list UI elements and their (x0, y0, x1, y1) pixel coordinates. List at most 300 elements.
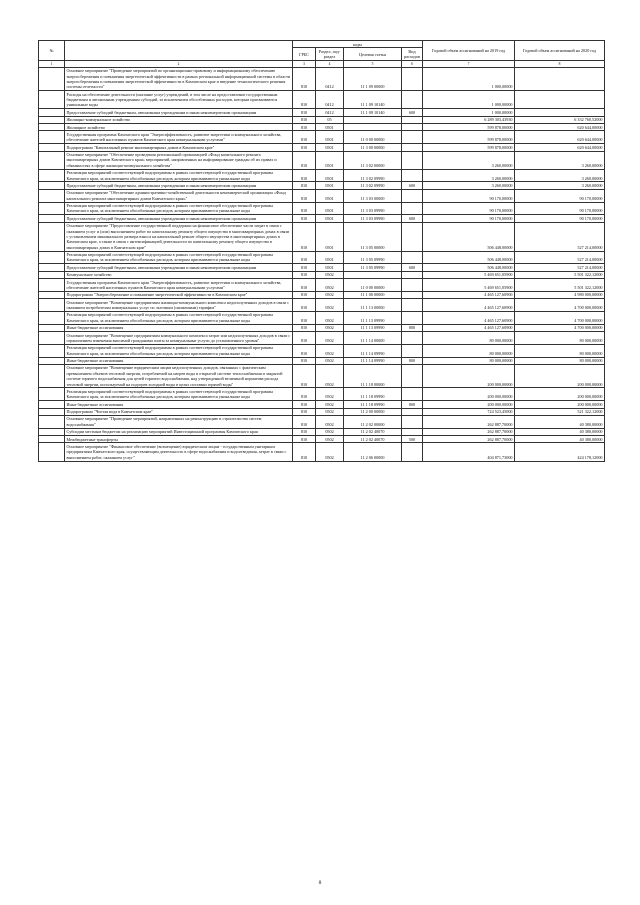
row-type-cell (402, 67, 423, 91)
row-2019-cell: 5 469 651,05900 (423, 271, 515, 278)
row-type-cell: 500 (402, 436, 423, 443)
row-num-cell (39, 222, 65, 251)
row-type-cell: 600 (402, 109, 423, 116)
row-num-cell (39, 357, 65, 364)
row-2020-cell: 40 380,00000 (515, 415, 605, 428)
row-type-cell (402, 311, 423, 324)
row-2020-cell: 527 214,00000 (515, 251, 605, 264)
row-grbs-cell: 810 (293, 169, 316, 182)
row-num-cell (39, 91, 65, 109)
row-name-cell: Государственная программа Камчатского края "Энергоэффективность, развитие энергетики и коммунального хозяйства, обеспечение жителей населенных пунктов Камчатского края коммунальными услугами" (65, 279, 293, 292)
row-grbs-cell: 810 (293, 67, 316, 91)
row-section-cell: 0501 (316, 222, 344, 251)
row-article-cell: 11 3 02 09990 (344, 169, 402, 182)
row-section-cell: 0502 (316, 299, 344, 312)
table-row (39, 91, 605, 109)
row-name-cell: Реализация мероприятий соответствующей подпрограммы в рамках соответствующей государственной программы Камчатского края, за исключением обособленных расходов, которым присваиваются уникальные коды (65, 251, 293, 264)
row-2019-cell: 200 000,00000 (423, 364, 515, 388)
row-grbs-cell: 810 (293, 222, 316, 251)
row-section-cell: 0502 (316, 357, 344, 364)
row-name-cell: Основное мероприятие "Возмещение предприятиям коммунального комплекса затрат или недополученных доходов в связи с ограничением изменения вносимой гражданами платы за коммунальные услуги до установленного уровня" (65, 332, 293, 345)
row-name-cell: Иные бюджетные ассигнования (65, 324, 293, 331)
row-2019-cell: 80 000,00000 (423, 357, 515, 364)
row-article-cell: 11 1 09 00000 (344, 67, 402, 91)
row-2019-cell: 3 260,00000 (423, 182, 515, 189)
row-num-cell (39, 408, 65, 415)
row-grbs-cell: 810 (293, 109, 316, 116)
row-2020-cell: 5 501 322,12000 (515, 279, 605, 292)
row-num-cell (39, 109, 65, 116)
table-row (39, 189, 605, 202)
row-2019-cell: 599 878,00000 (423, 124, 515, 131)
column-index-cell: 2 (65, 61, 293, 68)
row-2019-cell: 4 465 127,60900 (423, 291, 515, 298)
row-type-cell (402, 144, 423, 151)
row-section-cell: 0502 (316, 364, 344, 388)
table-row (39, 182, 605, 189)
row-2019-cell: 4 465 127,60900 (423, 324, 515, 331)
row-num-cell (39, 401, 65, 408)
row-2019-cell: 506 448,00000 (423, 222, 515, 251)
row-2020-cell: 4 700 000,00000 (515, 311, 605, 324)
row-section-cell: 0502 (316, 388, 344, 401)
row-num-cell (39, 388, 65, 401)
row-num-cell (39, 202, 65, 215)
table-row (39, 291, 605, 298)
row-2020-cell: 620 644,00000 (515, 124, 605, 131)
row-name-cell: Жилищно-коммунальное хозяйство (65, 116, 293, 123)
row-grbs-cell: 810 (293, 131, 316, 144)
table-header (39, 41, 605, 68)
row-section-cell: 0502 (316, 344, 344, 357)
row-article-cell: 11 0 00 00000 (344, 279, 402, 292)
table-row (39, 131, 605, 144)
page-number: 8 (318, 880, 322, 886)
row-grbs-cell: 810 (293, 364, 316, 388)
row-2020-cell (515, 109, 605, 116)
row-2020-cell (515, 91, 605, 109)
row-section-cell: 0412 (316, 91, 344, 109)
row-num-cell (39, 251, 65, 264)
row-grbs-cell: 810 (293, 182, 316, 189)
row-section-cell: 0502 (316, 332, 344, 345)
col-type-header: Вид расходов (402, 48, 423, 61)
row-section-cell: 0501 (316, 169, 344, 182)
row-2019-cell: 80 000,00000 (423, 344, 515, 357)
row-section-cell: 0502 (316, 279, 344, 292)
col-2019-header: Годовой объем ассигнований на 2019 год (423, 41, 515, 61)
row-num-cell (39, 311, 65, 324)
row-num-cell (39, 279, 65, 292)
row-2019-cell: 262 887,70000 (423, 415, 515, 428)
table-row (39, 124, 605, 131)
row-type-cell: 600 (402, 182, 423, 189)
row-2020-cell (515, 67, 605, 91)
row-article-cell: 11 2 02 00000 (344, 415, 402, 428)
row-section-cell: 0502 (316, 436, 344, 443)
row-article-cell: 11 1 18 09990 (344, 388, 402, 401)
row-num-cell (39, 299, 65, 312)
row-2020-cell: 200 000,00000 (515, 401, 605, 408)
table-row (39, 408, 605, 415)
row-type-cell: 800 (402, 401, 423, 408)
column-index-cell: 5 (344, 61, 402, 68)
table-row (39, 311, 605, 324)
row-article-cell (344, 116, 402, 123)
row-name-cell: Основное мероприятие "Проведение мероприятий, направленных на реконструкцию и строительство систем водоснабжения" (65, 415, 293, 428)
row-2019-cell: 90 170,00000 (423, 215, 515, 222)
row-2020-cell: 4 700 000,00000 (515, 324, 605, 331)
row-article-cell: 11 1 18 00000 (344, 364, 402, 388)
row-name-cell: Основное мероприятие "Обеспечение административно-хозяйственной деятельности некоммерческой организации «Фонд капитального ремонта многоквартирных домов Камчатского края»" (65, 189, 293, 202)
column-index-cell: 4 (316, 61, 344, 68)
row-grbs-cell: 810 (293, 332, 316, 345)
row-name-cell: Подпрограмма "Капитальный ремонт многоквартирных домов в Камчатском крае" (65, 144, 293, 151)
row-2019-cell: 1 000,00000 (423, 109, 515, 116)
row-section-cell: 0501 (316, 202, 344, 215)
row-type-cell (402, 415, 423, 428)
row-article-cell: 11 1 00 00000 (344, 291, 402, 298)
row-type-cell (402, 364, 423, 388)
row-type-cell (402, 408, 423, 415)
row-article-cell: 11 3 03 00000 (344, 189, 402, 202)
table-row (39, 443, 605, 461)
table-row (39, 144, 605, 151)
row-name-cell: Подпрограмма "Чистая вода в Камчатском крае" (65, 408, 293, 415)
row-name-cell: Реализация мероприятий соответствующей подпрограммы в рамках соответствующей государственной программы Камчатского края, за исключением обособленных расходов, которым присваиваются уникальные коды (65, 202, 293, 215)
row-type-cell: 600 (402, 215, 423, 222)
row-section-cell: 0501 (316, 189, 344, 202)
row-2019-cell: 200 000,00000 (423, 388, 515, 401)
table-row (39, 109, 605, 116)
row-num-cell (39, 264, 65, 271)
table-row (39, 357, 605, 364)
row-name-cell: Основное мероприятие "Возмещение юридическим лицам недополученных доходов, связанных с фактическим превышением объемов тепловой энергии, потребляемой на нагрев воды в открытой системе теплоснабжения и закрытой системе горячего водоснабжения для целей горячего водоснабжения, над утвержденной величиной норматива расхода тепловой энергии, используемой на подогрев холодной воды в целях поставки горячей воды" (65, 364, 293, 388)
row-2020-cell: 4 980 000,00000 (515, 291, 605, 298)
row-name-cell: Иные бюджетные ассигнования (65, 401, 293, 408)
row-section-cell: 0501 (316, 124, 344, 131)
row-article-cell: 11 3 00 00000 (344, 144, 402, 151)
row-section-cell: 0412 (316, 67, 344, 91)
col-num-header: № (39, 41, 65, 61)
row-2019-cell: 1 000,00000 (423, 67, 515, 91)
table-row (39, 324, 605, 331)
row-grbs-cell: 810 (293, 299, 316, 312)
row-2019-cell: 262 887,70000 (423, 428, 515, 435)
row-section-cell: 0501 (316, 264, 344, 271)
row-2020-cell: 527 214,00000 (515, 222, 605, 251)
row-grbs-cell: 810 (293, 279, 316, 292)
row-2019-cell: 262 887,70000 (423, 436, 515, 443)
row-article-cell: 11 1 18 09990 (344, 401, 402, 408)
row-num-cell (39, 332, 65, 345)
column-index-cell: 6 (402, 61, 423, 68)
row-2019-cell: 90 170,00000 (423, 202, 515, 215)
row-type-cell (402, 443, 423, 461)
row-2020-cell: 40 380,00000 (515, 428, 605, 435)
row-2020-cell: 40 380,00000 (515, 436, 605, 443)
column-index-row (39, 61, 605, 68)
row-type-cell (402, 91, 423, 109)
row-name-cell: Предоставление субсидий бюджетным, автономным учреждениям и иным некоммерческим организациям (65, 109, 293, 116)
row-type-cell (402, 344, 423, 357)
row-num-cell (39, 144, 65, 151)
table-row (39, 222, 605, 251)
table-row (39, 67, 605, 91)
row-num-cell (39, 443, 65, 461)
row-name-cell: Предоставление субсидий бюджетным, автономным учреждениям и иным некоммерческим организациям (65, 264, 293, 271)
row-num-cell (39, 67, 65, 91)
table-row (39, 271, 605, 278)
table-row (39, 436, 605, 443)
row-2019-cell: 4 465 127,60900 (423, 299, 515, 312)
row-article-cell: 11 2 00 00000 (344, 408, 402, 415)
row-grbs-cell: 810 (293, 291, 316, 298)
table-row (39, 279, 605, 292)
row-section-cell: 0502 (316, 324, 344, 331)
row-grbs-cell: 810 (293, 344, 316, 357)
row-article-cell: 11 3 03 09990 (344, 215, 402, 222)
row-2020-cell: 424 178,12000 (515, 443, 605, 461)
row-name-cell: Межбюджетные трансферты (65, 436, 293, 443)
row-grbs-cell: 810 (293, 415, 316, 428)
row-type-cell (402, 202, 423, 215)
row-grbs-cell: 810 (293, 436, 316, 443)
row-2020-cell: 90 170,00000 (515, 215, 605, 222)
row-2020-cell: 527 214,00000 (515, 264, 605, 271)
row-2020-cell: 200 000,00000 (515, 388, 605, 401)
row-2020-cell: 620 644,00000 (515, 144, 605, 151)
row-num-cell (39, 291, 65, 298)
row-2020-cell: 3 260,00000 (515, 151, 605, 169)
row-section-cell: 0502 (316, 311, 344, 324)
row-name-cell: Основное мероприятие "Финансовое обеспечение (возмещение) юридическим лицам - государственным унитарным предприятиям Камчатского края, осуществляющим деятельность в сфере водоснабжения и водоотведения, затрат в связи с выполнением работ, оказанием услуг" (65, 443, 293, 461)
row-2020-cell: 6 332 760,52000 (515, 116, 605, 123)
row-article-cell: 11 1 14 09990 (344, 344, 402, 357)
row-name-cell: Реализация мероприятий соответствующей подпрограммы в рамках соответствующей государственной программы Камчатского края, за исключением обособленных расходов, которым присваиваются уникальные коды (65, 311, 293, 324)
row-grbs-cell: 810 (293, 357, 316, 364)
row-2020-cell: 80 000,00000 (515, 344, 605, 357)
row-num-cell (39, 182, 65, 189)
table-row (39, 151, 605, 169)
row-grbs-cell: 810 (293, 91, 316, 109)
row-type-cell (402, 271, 423, 278)
row-num-cell (39, 324, 65, 331)
row-2019-cell: 80 000,00000 (423, 332, 515, 345)
row-num-cell (39, 344, 65, 357)
row-name-cell: Предоставление субсидий бюджетным, автономным учреждениям и иным некоммерческим организациям (65, 215, 293, 222)
row-2019-cell: 1 000,00000 (423, 91, 515, 109)
row-article-cell: 11 3 02 09990 (344, 182, 402, 189)
row-article-cell: 11 1 09 10140 (344, 91, 402, 109)
row-type-cell: 800 (402, 357, 423, 364)
row-type-cell (402, 428, 423, 435)
row-type-cell (402, 151, 423, 169)
col-name-header (65, 41, 293, 61)
row-article-cell: 11 0 00 00000 (344, 131, 402, 144)
row-num-cell (39, 215, 65, 222)
row-name-cell: Предоставление субсидий бюджетным, автономным учреждениям и иным некоммерческим организациям (65, 182, 293, 189)
table-row (39, 116, 605, 123)
row-2020-cell: 620 644,00000 (515, 131, 605, 144)
table-body (39, 67, 605, 461)
row-num-cell (39, 271, 65, 278)
row-article-cell (344, 271, 402, 278)
row-num-cell (39, 151, 65, 169)
row-section-cell: 0501 (316, 131, 344, 144)
row-section-cell: 0501 (316, 215, 344, 222)
row-article-cell: 11 1 14 09990 (344, 357, 402, 364)
table-row (39, 215, 605, 222)
col-section-header: Раздел, под-раздел (316, 48, 344, 61)
row-article-cell: 11 1 13 09990 (344, 311, 402, 324)
row-2020-cell: 3 260,00000 (515, 169, 605, 182)
row-num-cell (39, 436, 65, 443)
row-section-cell: 0502 (316, 271, 344, 278)
row-name-cell: Коммунальное хозяйство (65, 271, 293, 278)
row-grbs-cell: 810 (293, 124, 316, 131)
row-2019-cell: 599 878,00000 (423, 144, 515, 151)
row-section-cell: 0412 (316, 109, 344, 116)
row-num-cell (39, 124, 65, 131)
row-type-cell (402, 169, 423, 182)
row-article-cell: 11 1 13 00000 (344, 299, 402, 312)
row-name-cell: Жилищное хозяйство (65, 124, 293, 131)
row-2020-cell: 4 700 000,00000 (515, 299, 605, 312)
table-row (39, 332, 605, 345)
row-type-cell (402, 291, 423, 298)
row-type-cell (402, 124, 423, 131)
row-article-cell: 11 1 09 10140 (344, 109, 402, 116)
row-2020-cell: 90 170,00000 (515, 189, 605, 202)
row-article-cell: 11 1 14 00000 (344, 332, 402, 345)
row-section-cell: 0502 (316, 428, 344, 435)
row-num-cell (39, 364, 65, 388)
table-row (39, 264, 605, 271)
row-2019-cell: 90 170,00000 (423, 189, 515, 202)
row-2020-cell: 90 170,00000 (515, 202, 605, 215)
table-row (39, 169, 605, 182)
row-article-cell: 11 2 02 40070 (344, 436, 402, 443)
row-section-cell: 0501 (316, 251, 344, 264)
row-article-cell: 11 3 05 09990 (344, 251, 402, 264)
row-grbs-cell: 810 (293, 215, 316, 222)
row-article-cell: 11 3 02 00000 (344, 151, 402, 169)
row-name-cell: Субсидии местным бюджетам на реализацию мероприятий Инвестиционной программы Камчатского края (65, 428, 293, 435)
row-grbs-cell: 810 (293, 408, 316, 415)
row-section-cell: 0502 (316, 408, 344, 415)
row-2019-cell: 6 289 303,43930 (423, 116, 515, 123)
row-2019-cell: 404 871,73000 (423, 443, 515, 461)
row-type-cell (402, 116, 423, 123)
row-article-cell: 11 3 05 00000 (344, 222, 402, 251)
table-row (39, 202, 605, 215)
row-name-cell: Подпрограмма "Энергосбережение и повышение энергетической эффективности в Камчатском крае" (65, 291, 293, 298)
row-grbs-cell: 810 (293, 144, 316, 151)
table-row (39, 415, 605, 428)
row-2019-cell: 506 448,00000 (423, 251, 515, 264)
row-article-cell: 11 2 06 00000 (344, 443, 402, 461)
row-name-cell: Государственная программа Камчатского края "Энергоэффективность, развитие энергетики и коммунального хозяйства, обеспечение жителей населенных пунктов Камчатского края коммунальными услугами" (65, 131, 293, 144)
row-name-cell: Реализация мероприятий соответствующей подпрограммы в рамках соответствующей государственной программы Камчатского края, за исключением обособленных расходов, которым присваиваются уникальные коды (65, 169, 293, 182)
row-type-cell (402, 222, 423, 251)
row-type-cell (402, 299, 423, 312)
row-2020-cell: 80 000,00000 (515, 332, 605, 345)
row-num-cell (39, 428, 65, 435)
row-num-cell (39, 131, 65, 144)
table-row (39, 344, 605, 357)
row-name-cell: Реализация мероприятий соответствующей подпрограммы в рамках соответствующей государственной программы Камчатского края, за исключением обособленных расходов, которым присваиваются уникальные коды (65, 388, 293, 401)
row-name-cell: Основное мероприятие "Обеспечение проведения региональной организацией «Фонд капитального ремонта многоквартирных домов Камчатского края» мероприятий, направленных на информирование граждан об их правах и обязанностях в сфере жилищно-коммунального хозяйства" (65, 151, 293, 169)
row-2020-cell: 3 260,00000 (515, 182, 605, 189)
table-row (39, 401, 605, 408)
row-type-cell (402, 189, 423, 202)
row-type-cell (402, 131, 423, 144)
row-2019-cell: 3 260,00000 (423, 151, 515, 169)
col-codes-header: коды (293, 41, 423, 48)
row-grbs-cell: 810 (293, 151, 316, 169)
row-num-cell (39, 189, 65, 202)
row-2019-cell: 3 260,00000 (423, 169, 515, 182)
table-row (39, 388, 605, 401)
row-section-cell: 05 (316, 116, 344, 123)
row-section-cell: 0502 (316, 415, 344, 428)
row-section-cell: 0502 (316, 401, 344, 408)
row-2019-cell: 200 000,00000 (423, 401, 515, 408)
row-article-cell: 11 3 05 09990 (344, 264, 402, 271)
row-name-cell: Основное мероприятие "Проведение мероприятий по организационно-правовому и информационному обеспечению энергосбережения и повышения энергетической эффективности в рамках региональной информационной системы в области энергосбережения и повышения энергетической эффективности в Камчатском крае и введение технологического решения системы отчетности" (65, 67, 293, 91)
row-grbs-cell: 810 (293, 189, 316, 202)
row-grbs-cell: 810 (293, 251, 316, 264)
row-name-cell: Реализация мероприятий соответствующей подпрограммы в рамках соответствующей государственной программы Камчатского края, за исключением обособленных расходов, которым присваиваются уникальные коды (65, 344, 293, 357)
row-section-cell: 0502 (316, 291, 344, 298)
row-grbs-cell: 810 (293, 324, 316, 331)
column-index-cell: 7 (423, 61, 515, 68)
row-type-cell (402, 279, 423, 292)
row-2019-cell: 724 523,45000 (423, 408, 515, 415)
row-2020-cell: 80 000,00000 (515, 357, 605, 364)
row-name-cell: Основное мероприятие "Предоставление государственной поддержки на финансовое обеспечение части затрат в связи с оказанием услуг и (или) выполнением работ по капитальному ремонту общего имущества в многоквартирных домах в связи с установлением минимального размера взноса на капитальный ремонт общего имущества в многоквартирных домах в Камчатском крае, а также в связи с интенсификацией деятельности по капитальному ремонту общего имущества в многоквартирных домах в Камчатском крае" (65, 222, 293, 251)
row-grbs-cell: 810 (293, 202, 316, 215)
row-grbs-cell: 810 (293, 116, 316, 123)
row-2019-cell: 4 465 127,60900 (423, 311, 515, 324)
row-section-cell: 0502 (316, 443, 344, 461)
row-num-cell (39, 116, 65, 123)
table-row (39, 251, 605, 264)
row-type-cell (402, 388, 423, 401)
row-type-cell: 600 (402, 264, 423, 271)
row-article-cell: 11 1 13 09990 (344, 324, 402, 331)
row-type-cell: 800 (402, 324, 423, 331)
row-grbs-cell: 810 (293, 428, 316, 435)
row-section-cell: 0501 (316, 144, 344, 151)
table-row (39, 364, 605, 388)
row-section-cell: 0501 (316, 182, 344, 189)
row-article-cell: 11 2 02 40070 (344, 428, 402, 435)
row-name-cell: Основное мероприятие "Возмещение предприятиям жилищно-коммунального комплекса недополученных доходов в связи с оказанием потребителям коммунальных услуг по льготным (сниженным) тарифам" (65, 299, 293, 312)
table-row (39, 428, 605, 435)
row-name-cell: Иные бюджетные ассигнования (65, 357, 293, 364)
row-2020-cell: 200 000,00000 (515, 364, 605, 388)
budget-table (38, 40, 605, 462)
row-type-cell (402, 332, 423, 345)
column-index-cell: 8 (515, 61, 605, 68)
column-index-cell: 1 (39, 61, 65, 68)
row-grbs-cell: 810 (293, 271, 316, 278)
row-grbs-cell: 810 (293, 311, 316, 324)
row-2019-cell: 506 448,00000 (423, 264, 515, 271)
row-2019-cell: 5 469 651,05900 (423, 279, 515, 292)
